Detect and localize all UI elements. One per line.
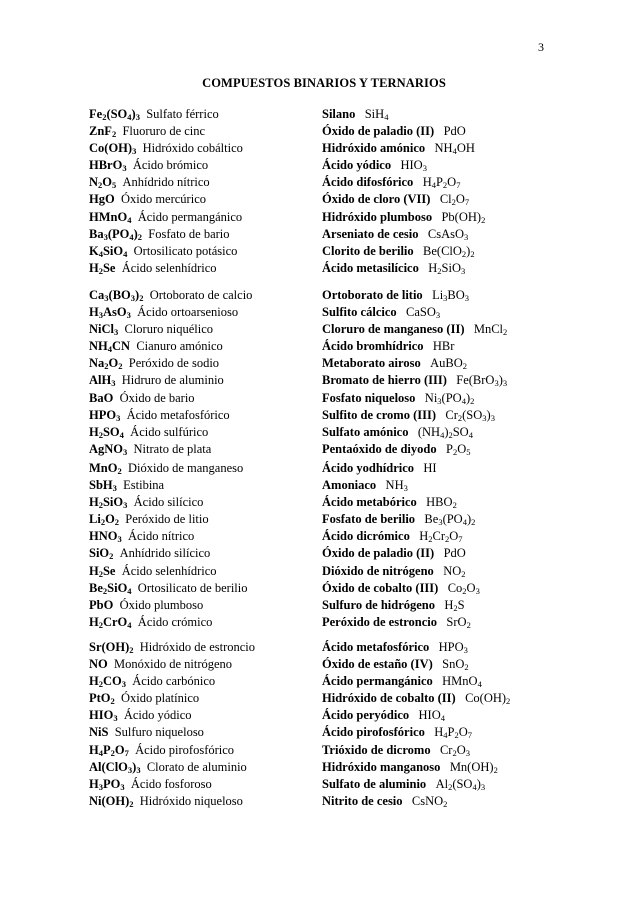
compound-formula: $H_2Se$ bbox=[89, 260, 116, 276]
compound-formula: $Na_2O_2$ bbox=[89, 356, 123, 372]
compound-formula: $H_2CO_3$ bbox=[89, 674, 126, 690]
compound-formula: $H_2SiO_3$ bbox=[428, 260, 466, 276]
compound-formula: MnCl$_2$ bbox=[473, 322, 508, 338]
compound-formula: PtO$_2$ bbox=[89, 691, 115, 707]
compound-row bbox=[322, 321, 572, 338]
compound-row bbox=[89, 338, 339, 355]
compound-name: Metaborato airoso bbox=[322, 356, 421, 371]
compound-name: Peróxido de sodio bbox=[128, 356, 220, 371]
compound-row bbox=[89, 191, 339, 208]
compound-formula: $K_4SiO_4$ bbox=[89, 243, 128, 259]
compound-name: Sulfuro niqueloso bbox=[114, 725, 204, 740]
compound-formula: PdO bbox=[443, 546, 466, 561]
compound-name: Ácido metabórico bbox=[322, 495, 417, 510]
document-title: COMPUESTOS BINARIOS Y TERNARIOS bbox=[202, 76, 446, 90]
compound-formula: $Ca_3(BO_3)_2$ bbox=[89, 288, 144, 303]
compound-row bbox=[322, 724, 572, 741]
compound-name: Dióxido de nitrógeno bbox=[322, 563, 434, 578]
compound-name: Hidróxido niqueloso bbox=[139, 793, 243, 808]
compound-name: Óxido de paladio (II) bbox=[322, 124, 435, 139]
compound-name: Hidróxido manganoso bbox=[322, 759, 441, 774]
compound-name: Ácido metafosfórico bbox=[322, 640, 430, 654]
compound-formula: $Co_2O_3$ bbox=[447, 580, 480, 596]
compound-row bbox=[322, 793, 572, 810]
compound-formula: $H_2Cr_2O_7$ bbox=[419, 529, 463, 545]
compound-name: Hidróxido amónico bbox=[322, 141, 426, 156]
compound-name: Pentaóxido de diyodo bbox=[322, 441, 437, 456]
compound-name: Ácido sulfúrico bbox=[130, 424, 209, 439]
compound-formula: HBr bbox=[432, 339, 455, 354]
compound-formula: $HPO_3$ bbox=[438, 640, 468, 655]
compound-row bbox=[322, 614, 572, 631]
compound-formula: $Ni(OH)_2$ bbox=[89, 793, 134, 809]
compound-formula: $HPO_3$ bbox=[89, 407, 121, 423]
compound-formula: $HIO_3$ bbox=[400, 158, 427, 174]
compound-formula: $P_2O_5$ bbox=[445, 441, 471, 457]
compound-formula: $H_2S$ bbox=[444, 597, 465, 613]
compound-row bbox=[322, 106, 572, 123]
compound-name: Cloruro de manganeso (II) bbox=[322, 322, 465, 337]
compound-row bbox=[89, 742, 339, 759]
compound-row bbox=[322, 639, 572, 656]
compound-row bbox=[89, 209, 339, 226]
compound-formula: $Cr_2O_3$ bbox=[439, 742, 470, 758]
compound-name: Ácido yodhídrico bbox=[322, 461, 415, 475]
compound-row bbox=[89, 260, 339, 277]
compound-row bbox=[322, 355, 572, 372]
compound-name: Ácido ortoarsenioso bbox=[137, 305, 239, 320]
compound-name: Ácido crómico bbox=[137, 614, 213, 629]
compound-row bbox=[89, 140, 339, 157]
compound-formula: $H_3PO_3$ bbox=[89, 776, 125, 792]
compound-name: Nitrito de cesio bbox=[322, 793, 403, 808]
compound-name: Sulfato férrico bbox=[146, 107, 219, 121]
compound-formula: $Ba_3(PO_4)_2$ bbox=[89, 226, 143, 242]
compound-formula: $HIO_3$ bbox=[89, 708, 118, 724]
compound-row bbox=[322, 209, 572, 226]
compound-formula: SbH$_3$ bbox=[89, 478, 117, 494]
compound-name: Arseniato de cesio bbox=[322, 226, 419, 241]
compound-name: Peróxido de estroncio bbox=[322, 614, 438, 629]
compound-formula: HMnO$_4$ bbox=[442, 674, 482, 690]
compound-formula: NiCl$_3$ bbox=[89, 322, 119, 338]
compound-row bbox=[322, 528, 572, 545]
compound-name: Óxido de cobalto (III) bbox=[322, 580, 439, 595]
compound-name: Hidróxido de cobalto (II) bbox=[322, 691, 456, 706]
compound-row bbox=[322, 690, 572, 707]
compound-row bbox=[89, 174, 339, 191]
section-left-column bbox=[89, 106, 339, 277]
compound-formula: MnO$_2$ bbox=[89, 461, 122, 476]
compound-name: Ácido yódico bbox=[123, 708, 192, 723]
compound-name: Bromato de hierro (III) bbox=[322, 373, 447, 388]
compound-row bbox=[322, 597, 572, 614]
compound-name: Sulfito cálcico bbox=[322, 305, 397, 320]
compound-name: Ácido pirofosfórico bbox=[322, 725, 425, 740]
compound-row bbox=[89, 793, 339, 810]
compound-name: Ácido selenhídrico bbox=[121, 260, 217, 275]
compound-formula: $Cl_2O_7$ bbox=[439, 192, 470, 208]
compound-name: Fosfato de bario bbox=[148, 226, 230, 241]
compound-formula: $Be_3(PO_4)_2$ bbox=[424, 512, 476, 528]
compound-row bbox=[89, 580, 339, 597]
compound-formula: HgO bbox=[89, 192, 115, 207]
compound-row bbox=[89, 460, 339, 477]
compound-row bbox=[322, 563, 572, 580]
compound-row bbox=[89, 157, 339, 174]
compound-name: Ácido metafosfórico bbox=[126, 407, 230, 422]
compound-formula: PbO bbox=[89, 597, 114, 612]
compound-row bbox=[89, 776, 339, 793]
compound-formula: NiS bbox=[89, 725, 109, 740]
compound-formula: CaSO$_3$ bbox=[406, 305, 441, 321]
section-left-column bbox=[89, 287, 339, 458]
compound-row bbox=[322, 673, 572, 690]
compound-name: Hidróxido de estroncio bbox=[139, 640, 256, 654]
compound-name: Sulfato amónico bbox=[322, 424, 409, 439]
compound-formula: SnO$_2$ bbox=[442, 657, 469, 673]
compound-row bbox=[89, 639, 339, 656]
compound-name: Óxido de estaño (IV) bbox=[322, 657, 433, 672]
compound-row bbox=[322, 123, 572, 140]
compound-row bbox=[322, 287, 572, 304]
compound-formula: $H_4P_2O_7$ bbox=[422, 175, 461, 191]
compound-name: Clorito de berilio bbox=[322, 243, 414, 258]
compound-formula: $Fe_2(SO_4)_3$ bbox=[89, 107, 140, 122]
compound-row bbox=[89, 656, 339, 673]
compound-row bbox=[89, 441, 339, 458]
compound-formula: $Li_3BO_3$ bbox=[432, 288, 470, 303]
compound-row bbox=[89, 597, 339, 614]
compound-formula: ZnF$_2$ bbox=[89, 124, 117, 140]
compound-name: Ácido difosfórico bbox=[322, 175, 414, 190]
compound-name: Ácido silícico bbox=[133, 495, 204, 510]
compound-name: Clorato de aluminio bbox=[146, 759, 247, 774]
compound-name: Anhídrido nítrico bbox=[122, 175, 210, 190]
compound-formula: $NH_4CN$ bbox=[89, 339, 131, 355]
compound-formula: $HIO_4$ bbox=[418, 708, 445, 724]
compound-row bbox=[89, 494, 339, 511]
compound-row bbox=[322, 477, 572, 494]
compound-row bbox=[322, 460, 572, 477]
compound-row bbox=[89, 673, 339, 690]
compound-name: Monóxido de nitrógeno bbox=[114, 657, 233, 672]
compound-name: Hidróxido cobáltico bbox=[142, 141, 243, 156]
compound-row bbox=[322, 174, 572, 191]
compound-row bbox=[322, 494, 572, 511]
compound-row bbox=[89, 724, 339, 741]
compound-name: Cianuro amónico bbox=[136, 339, 223, 354]
compound-name: Ácido metasilícico bbox=[322, 260, 419, 275]
compound-formula: $Ni_3(PO_4)_2$ bbox=[424, 390, 475, 406]
compound-formula: $Be_2SiO_4$ bbox=[89, 580, 132, 596]
compound-formula: $(NH_4)_2SO_4$ bbox=[417, 424, 473, 440]
compound-name: Cloruro niquélico bbox=[124, 322, 214, 337]
compound-formula: $HBO_2$ bbox=[426, 495, 457, 511]
compound-name: Óxido de bario bbox=[119, 390, 195, 405]
compound-name: Óxido platínico bbox=[121, 691, 200, 706]
compound-name: Ácido bromhídrico bbox=[322, 339, 424, 354]
compound-row bbox=[89, 545, 339, 562]
section-left-column bbox=[89, 460, 339, 631]
section-right-column bbox=[322, 460, 572, 631]
compound-row bbox=[322, 407, 572, 424]
compound-row bbox=[89, 372, 339, 389]
compound-name: Hidróxido plumboso bbox=[322, 209, 433, 224]
compound-formula: $H_4P_2O_7$ bbox=[434, 725, 473, 741]
compound-name: Ácido dicrómico bbox=[322, 529, 410, 544]
compound-name: Ácido pirofosfórico bbox=[135, 742, 235, 757]
compound-formula: $NH_3$ bbox=[385, 478, 408, 494]
compound-name: Sulfuro de hidrógeno bbox=[322, 597, 435, 612]
compound-name: Ácido peryódico bbox=[322, 708, 410, 723]
compound-row bbox=[89, 390, 339, 407]
compound-name: Estibina bbox=[123, 478, 165, 493]
compound-row bbox=[322, 260, 572, 277]
compound-row bbox=[322, 776, 572, 793]
compound-row bbox=[322, 742, 572, 759]
compound-formula: $Al_2(SO_4)_3$ bbox=[435, 776, 486, 792]
compound-row bbox=[322, 191, 572, 208]
compound-row bbox=[89, 477, 339, 494]
compound-row bbox=[89, 759, 339, 776]
compound-formula: SrO$_2$ bbox=[446, 614, 471, 630]
compound-formula: $H_2Se$ bbox=[89, 563, 116, 579]
compound-formula: $NH_4OH$ bbox=[434, 141, 475, 157]
compound-row bbox=[322, 759, 572, 776]
compound-formula: AlH$_3$ bbox=[89, 373, 116, 389]
compound-formula: $HNO_3$ bbox=[89, 529, 122, 545]
compound-formula: $Be(ClO_2)_2$ bbox=[423, 243, 475, 259]
page-number: 3 bbox=[538, 40, 544, 54]
compound-row bbox=[89, 707, 339, 724]
compound-name: Ortoborato de litio bbox=[322, 288, 423, 302]
compound-formula: BaO bbox=[89, 390, 114, 405]
compound-name: Ácido brómico bbox=[132, 158, 209, 173]
compound-row bbox=[89, 243, 339, 260]
compound-name: Óxido de paladio (II) bbox=[322, 546, 435, 561]
compound-formula: $Al(ClO_3)_3$ bbox=[89, 759, 141, 775]
compound-formula: HBrO$_3$ bbox=[89, 158, 127, 174]
compound-row bbox=[89, 563, 339, 580]
compound-formula: AuBO$_2$ bbox=[430, 356, 467, 372]
compound-row bbox=[322, 580, 572, 597]
compound-name: Ácido yódico bbox=[322, 158, 392, 173]
compound-name: Óxido plumboso bbox=[119, 597, 204, 612]
compound-name: Óxido de cloro (VII) bbox=[322, 192, 431, 207]
compound-row bbox=[89, 407, 339, 424]
compound-name: Ortosilicato de berilio bbox=[137, 580, 248, 595]
compound-name: Ortoborato de calcio bbox=[149, 288, 253, 302]
section-right-column bbox=[322, 287, 572, 458]
compound-formula: SiO$_2$ bbox=[89, 546, 114, 562]
compound-row bbox=[89, 424, 339, 441]
compound-name: Silano bbox=[322, 107, 356, 121]
compound-formula: PdO bbox=[443, 124, 466, 139]
compound-row bbox=[322, 243, 572, 260]
compound-name: Amoniaco bbox=[322, 478, 377, 493]
compound-row bbox=[322, 656, 572, 673]
compound-name: Ácido permangánico bbox=[137, 209, 243, 224]
compound-row bbox=[322, 372, 572, 389]
section-right-column bbox=[322, 639, 572, 810]
compound-name: Dióxido de manganeso bbox=[127, 461, 244, 475]
compound-name: Ácido fosforoso bbox=[130, 776, 212, 791]
compound-name: Fosfato niqueloso bbox=[322, 390, 416, 405]
compound-formula: CsAsO$_3$ bbox=[427, 226, 469, 242]
compound-formula: $NO_2$ bbox=[443, 563, 466, 579]
compound-formula: $H_4P_2O_7$ bbox=[89, 742, 129, 758]
compound-row bbox=[89, 511, 339, 528]
compound-row bbox=[322, 441, 572, 458]
compound-row bbox=[322, 157, 572, 174]
compound-row bbox=[89, 106, 339, 123]
compound-row bbox=[322, 226, 572, 243]
compound-formula: $Cr_2(SO_3)_3$ bbox=[445, 407, 495, 423]
compound-row bbox=[322, 424, 572, 441]
compound-row bbox=[89, 123, 339, 140]
compound-name: Sulfito de cromo (III) bbox=[322, 407, 437, 422]
compound-name: Ácido carbónico bbox=[132, 674, 216, 689]
compound-formula: $Sr(OH)_2$ bbox=[89, 640, 134, 655]
compound-formula: $Pb(OH)_2$ bbox=[441, 209, 486, 225]
compound-name: Ácido permangánico bbox=[322, 674, 433, 689]
compound-row bbox=[322, 140, 572, 157]
compound-formula: $Fe(BrO_3)_3$ bbox=[456, 373, 508, 389]
compound-name: Óxido mercúrico bbox=[120, 192, 206, 207]
compound-row bbox=[322, 511, 572, 528]
compound-name: Nitrato de plata bbox=[133, 441, 212, 456]
compound-formula: $H_2SiO_3$ bbox=[89, 495, 128, 511]
compound-formula: $Co(OH)_3$ bbox=[89, 141, 137, 157]
section-right-column bbox=[322, 106, 572, 277]
compound-formula: $Co(OH)_2$ bbox=[465, 691, 511, 707]
compound-formula: $H_2CrO_4$ bbox=[89, 614, 132, 630]
compound-name: Anhídrido silícico bbox=[119, 546, 211, 561]
compound-name: Trióxido de dicromo bbox=[322, 742, 431, 757]
compound-row bbox=[322, 545, 572, 562]
compound-formula: $H_3AsO_3$ bbox=[89, 305, 131, 321]
compound-row bbox=[89, 226, 339, 243]
compound-formula: HMnO$_4$ bbox=[89, 209, 132, 225]
compound-row bbox=[89, 287, 339, 304]
compound-formula: $H_2SO_4$ bbox=[89, 424, 124, 440]
compound-name: Fosfato de berilio bbox=[322, 512, 416, 527]
compound-name: Fluoruro de cinc bbox=[122, 124, 206, 139]
compound-row bbox=[89, 321, 339, 338]
compound-name: Ácido nítrico bbox=[127, 529, 195, 544]
compound-name: Hidruro de aluminio bbox=[121, 373, 224, 388]
compound-formula: NO bbox=[89, 657, 108, 672]
compound-row bbox=[89, 690, 339, 707]
compound-formula: $N_2O_5$ bbox=[89, 175, 117, 191]
compound-name: Ortosilicato potásico bbox=[133, 243, 238, 258]
compound-row bbox=[322, 390, 572, 407]
compound-row bbox=[322, 304, 572, 321]
compound-formula: AgNO$_3$ bbox=[89, 441, 128, 457]
compound-name: Sulfato de aluminio bbox=[322, 776, 427, 791]
compound-row bbox=[89, 528, 339, 545]
compound-name: Peróxido de litio bbox=[125, 512, 209, 527]
compound-row bbox=[322, 707, 572, 724]
compound-formula: SiH$_4$ bbox=[364, 107, 389, 122]
compound-formula: CsNO$_2$ bbox=[411, 793, 448, 809]
compound-row bbox=[322, 338, 572, 355]
compound-formula: HI bbox=[423, 461, 437, 475]
compound-formula: $Li_2O_2$ bbox=[89, 512, 120, 528]
section-left-column bbox=[89, 639, 339, 810]
compound-row bbox=[89, 355, 339, 372]
compound-name: Ácido selenhídrico bbox=[121, 563, 217, 578]
compound-row bbox=[89, 304, 339, 321]
compound-row bbox=[89, 614, 339, 631]
compound-formula: $Mn(OH)_2$ bbox=[449, 759, 498, 775]
